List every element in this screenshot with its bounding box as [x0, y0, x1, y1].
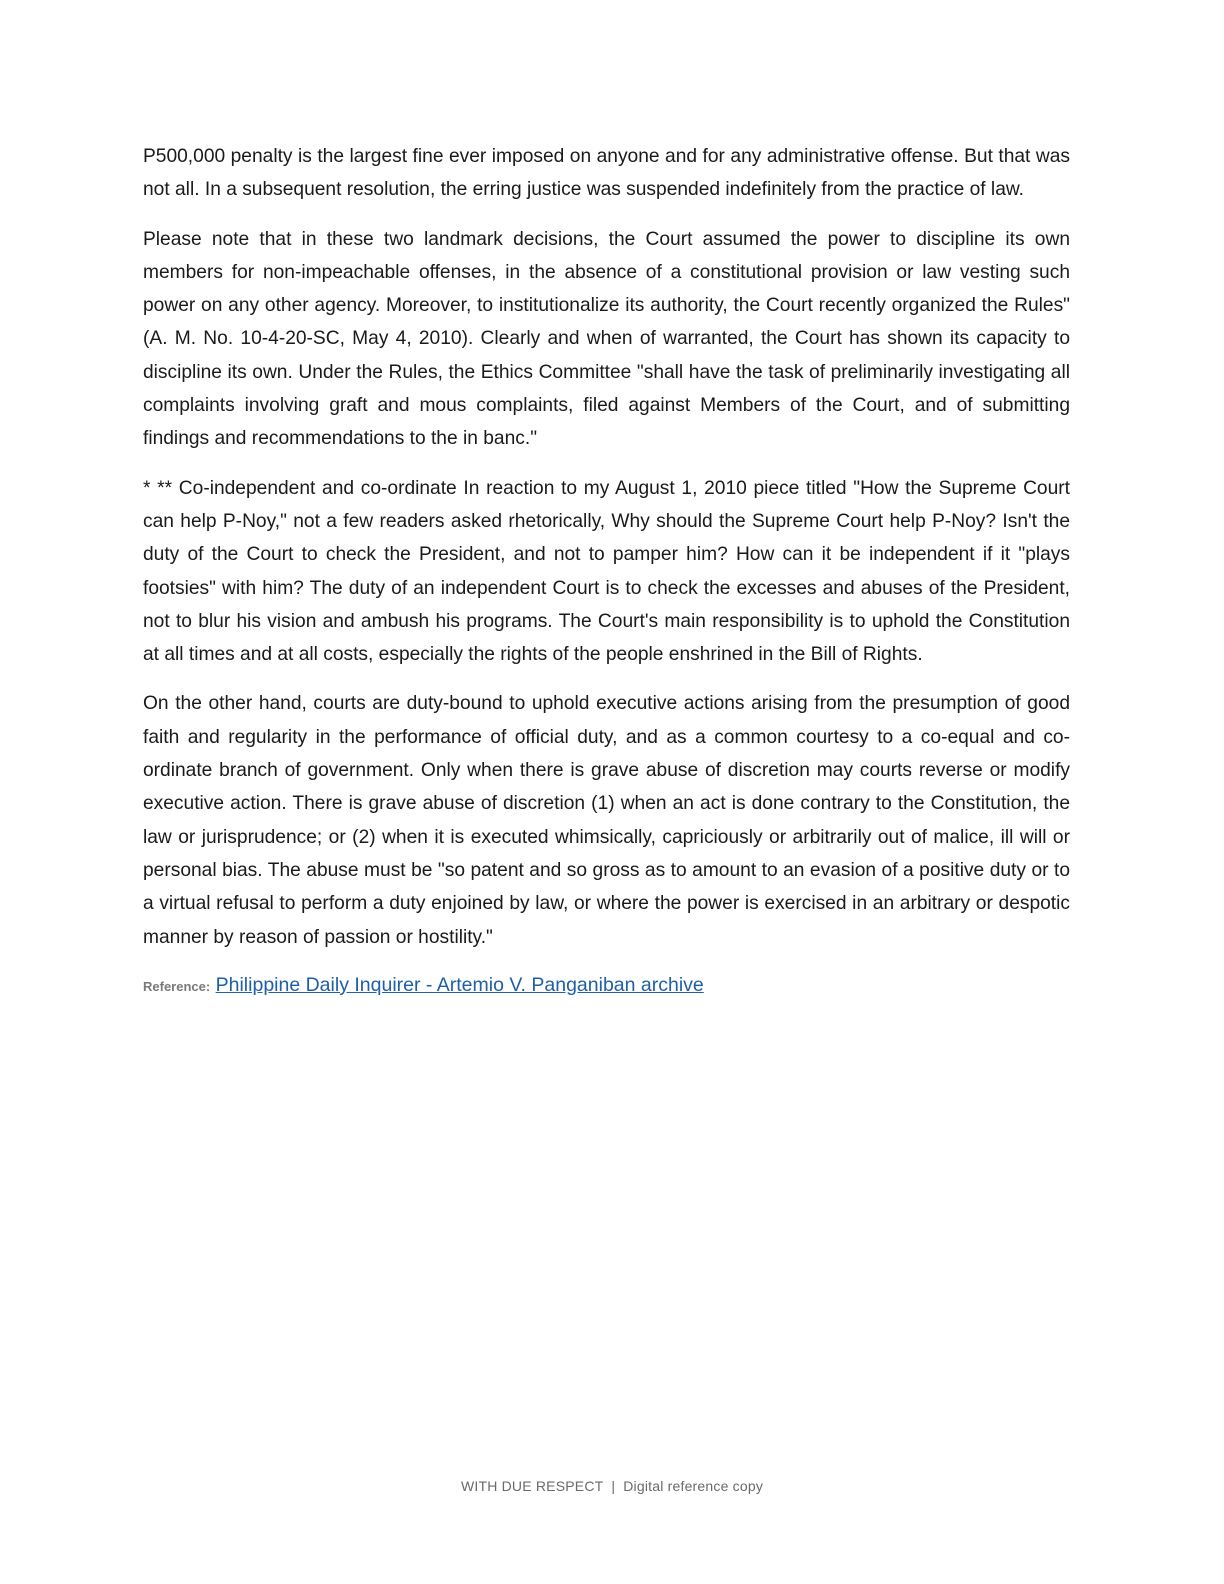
footer-copy-note: Digital reference copy [623, 1478, 764, 1494]
page-footer [0, 1478, 1224, 1494]
paragraph: On the other hand, courts are duty-bound to uphold executive actions arising from the presumption of good faith and regularity in the performance of official duty, and as a common courtesy to a co-equal and co-ordinate branch of government. Only when there is grave abuse of discretion may courts reverse or modify executive action. There is grave abuse of discretion (1) when an act is done contrary to the Constitution, the law or jurisprudence; or (2) when it is executed whimsically, capriciously or arbitrarily out of malice, ill will or personal bias. The abuse must be "so patent and so gross as to amount to an evasion of a positive duty or to a virtual refusal to perform a duty enjoined by law, or where the power is exercised in an arbitrary or despotic manner by reason of passion or hostility." [143, 693, 1070, 948]
reference-label: Reference: [143, 978, 211, 994]
paragraph: * ** Co-independent and co-ordinate In reaction to my August 1, 2010 piece titled "How the Supreme Court can help P-Noy," not a few readers asked rhetorically, Why should the Supreme Court help P-Noy? Isn't the duty of the Court to check the President, and not to pamper him? How can it be independent if it "plays footsies" with him? The duty of an independent Court is to check the excesses and abuses of the President, not to blur his vision and ambush his programs. The Court's main responsibility is to uphold the Constitution at all times and at all costs, especially the rights of the people enshrined in the Bill of Rights. [143, 477, 1070, 666]
paragraph: Please note that in these two landmark decisions, the Court assumed the power to discipline its own members for non-impeachable offenses, in the absence of a constitutional provision or law vesting such power on any other agency. Moreover, to institutionalize its authority, the Court recently organized the Rules" (A. M. No. 10-4-20-SC, May 4, 2010). Clearly and when of warranted, the Court has shown its capacity to discipline its own. Under the Rules, the Ethics Committee "shall have the task of preliminarily investigating all complaints involving graft and mous complaints, filed against Members of the Court, and of submitting findings and recommendations to the in banc." [143, 228, 1070, 450]
footer-publication-title: WITH DUE RESPECT [460, 1478, 604, 1494]
paragraph: P500,000 penalty is the largest fine ever imposed on anyone and for any administrative offense. But that was not all. In a subsequent resolution, the erring justice was suspended indefinitely from the practice of law. [143, 146, 1070, 201]
reference-line [143, 970, 1070, 1002]
reference-link[interactable]: Philippine Daily Inquirer - Artemio V. Panganiban archive [215, 973, 704, 996]
footer-separator: | [611, 1478, 616, 1494]
document-body [143, 140, 1070, 1002]
